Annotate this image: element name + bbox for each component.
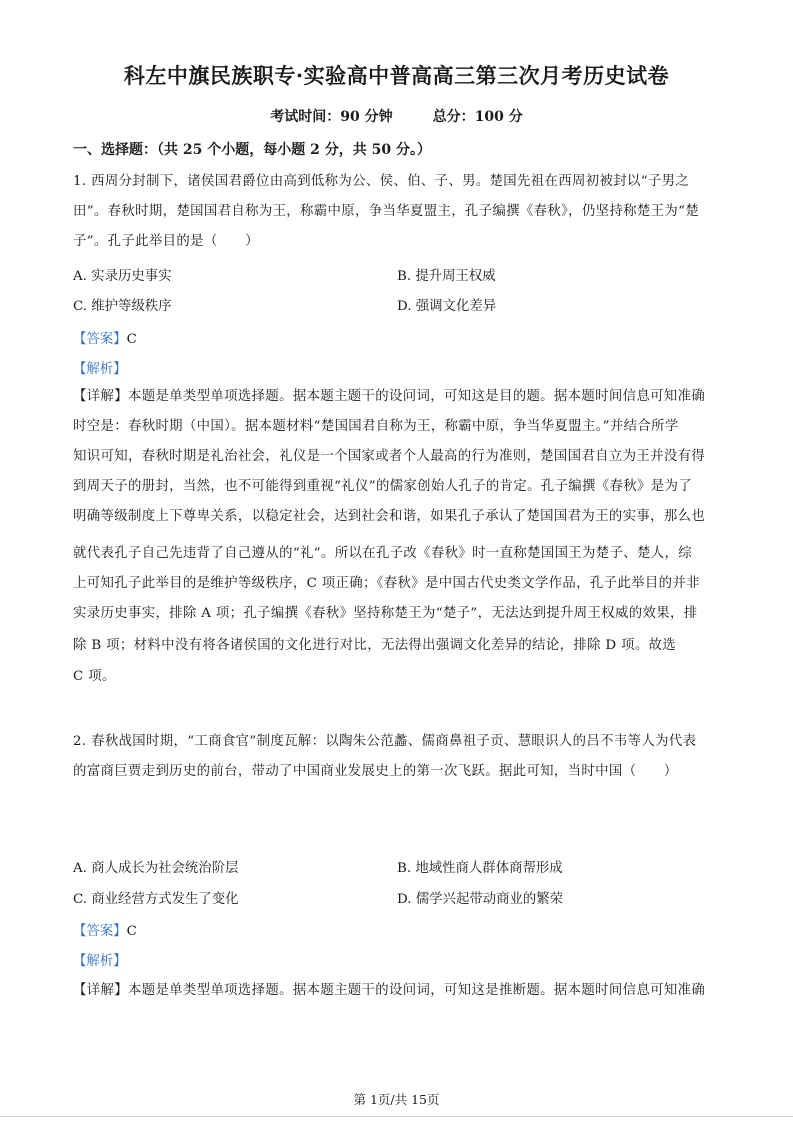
q2-stem-line: 的富商巨贾走到历史的前台，带动了中国商业发展史上的第一次飞跃。据此可知，当时中国（ ） xyxy=(73,764,678,779)
q1-option-a: A. 实录历史事实 xyxy=(73,269,172,284)
exam-time: 考试时间：90 分钟 xyxy=(270,109,393,125)
q1-detail-line: 除 B 项；材料中没有将各诸侯国的文化进行对比，无法得出强调文化差异的结论，排除 D 项。故选 xyxy=(73,638,677,653)
q1-detail-line: 知识可知，春秋时期是礼治社会，礼仪是一个国家或者个人最高的行为准则，楚国国君自立为王并没有得 xyxy=(73,449,706,464)
q1-detail-line: 实录历史事实，排除 A 项；孔子编撰《春秋》坚持称楚王为“楚子”，无法达到提升周王权威的效果，排 xyxy=(73,606,698,621)
q1-detail-line: 【详解】本题是单类型单项选择题。据本题主题干的设问词，可知这是目的题。据本题时间信息可知准确 xyxy=(73,389,706,404)
answer-value: C xyxy=(126,924,137,939)
page-number: 第 1页/共 15页 xyxy=(353,1092,440,1107)
answer-value: C xyxy=(126,332,137,347)
exam-total-score: 总分：100 分 xyxy=(432,109,523,125)
section-heading: 一、选择题：（共 25 个小题，每小题 2 分，共 50 分。） xyxy=(73,142,431,158)
q1-stem-line: 田”。春秋时期，楚国国君自称为王，称霸中原，争当华夏盟主，孔子编撰《春秋》，仍坚持称楚王为“楚 xyxy=(73,204,700,219)
exam-info xyxy=(0,106,793,126)
q2-detail-line: 【详解】本题是单类型单项选择题。据本题主题干的设问词，可知这是推断题。据本题时间信息可知准确 xyxy=(73,983,706,998)
q1-detail-line: 到周天子的册封，当然，也不可能得到重视“礼仪”的儒家创始人孔子的肯定。孔子编撰《春秋》是为了 xyxy=(73,479,692,494)
q1-stem-line: 1. 西周分封制下，诸侯国君爵位由高到低称为公、侯、伯、子、男。楚国先祖在西周初被封以“子男之 xyxy=(73,174,690,189)
answer-label: 【答案】 xyxy=(73,332,127,347)
q2-option-b: B. 地域性商人群体商帮形成 xyxy=(397,861,563,876)
q2-option-c: C. 商业经营方式发生了变化 xyxy=(73,892,239,907)
q1-answer xyxy=(73,328,137,347)
q2-option-a: A. 商人成长为社会统治阶层 xyxy=(73,861,239,876)
q1-detail-line: 就代表孔子自己先违背了自己遵从的“礼”。所以在孔子改《春秋》时一直称楚国国王为楚子、楚人，综 xyxy=(73,546,692,561)
q1-detail-line: 上可知孔子此举目的是维护等级秩序，C 项正确；《春秋》是中国古代史类文学作品，孔子此举目的并非 xyxy=(73,576,700,591)
exam-title: 科左中旗民族职专·实验高中普高高三第三次月考历史试卷 xyxy=(123,63,670,88)
q1-detail-line: C 项。 xyxy=(73,669,116,684)
q1-option-d: D. 强调文化差异 xyxy=(397,299,497,314)
answer-label: 【答案】 xyxy=(73,924,127,939)
q1-analysis-label: 【解析】 xyxy=(73,362,127,377)
q1-option-b: B. 提升周王权威 xyxy=(397,269,496,284)
q2-analysis-label: 【解析】 xyxy=(73,954,127,969)
q2-option-d: D. 儒学兴起带动商业的繁荣 xyxy=(397,892,564,907)
q2-answer xyxy=(73,920,137,939)
q1-option-c: C. 维护等级秩序 xyxy=(73,299,172,314)
q2-stem-line: 2. 春秋战国时期，“工商食官”制度瓦解：以陶朱公范蠡、儒商鼻祖子贡、慧眼识人的吕不韦等人为代表 xyxy=(73,734,697,749)
footer-divider xyxy=(0,1116,793,1117)
q1-detail-line: 明确等级制度上下尊卑关系，以稳定社会，达到社会和谐，如果孔子承认了楚国国君为王的实事，那么也 xyxy=(73,509,706,524)
q1-stem-line: 子”。孔子此举目的是（ ） xyxy=(73,234,259,249)
q1-detail-line: 时空是：春秋时期（中国）。据本题材料“楚国国君自称为王，称霸中原，争当华夏盟主。”并结合所学 xyxy=(73,419,679,434)
